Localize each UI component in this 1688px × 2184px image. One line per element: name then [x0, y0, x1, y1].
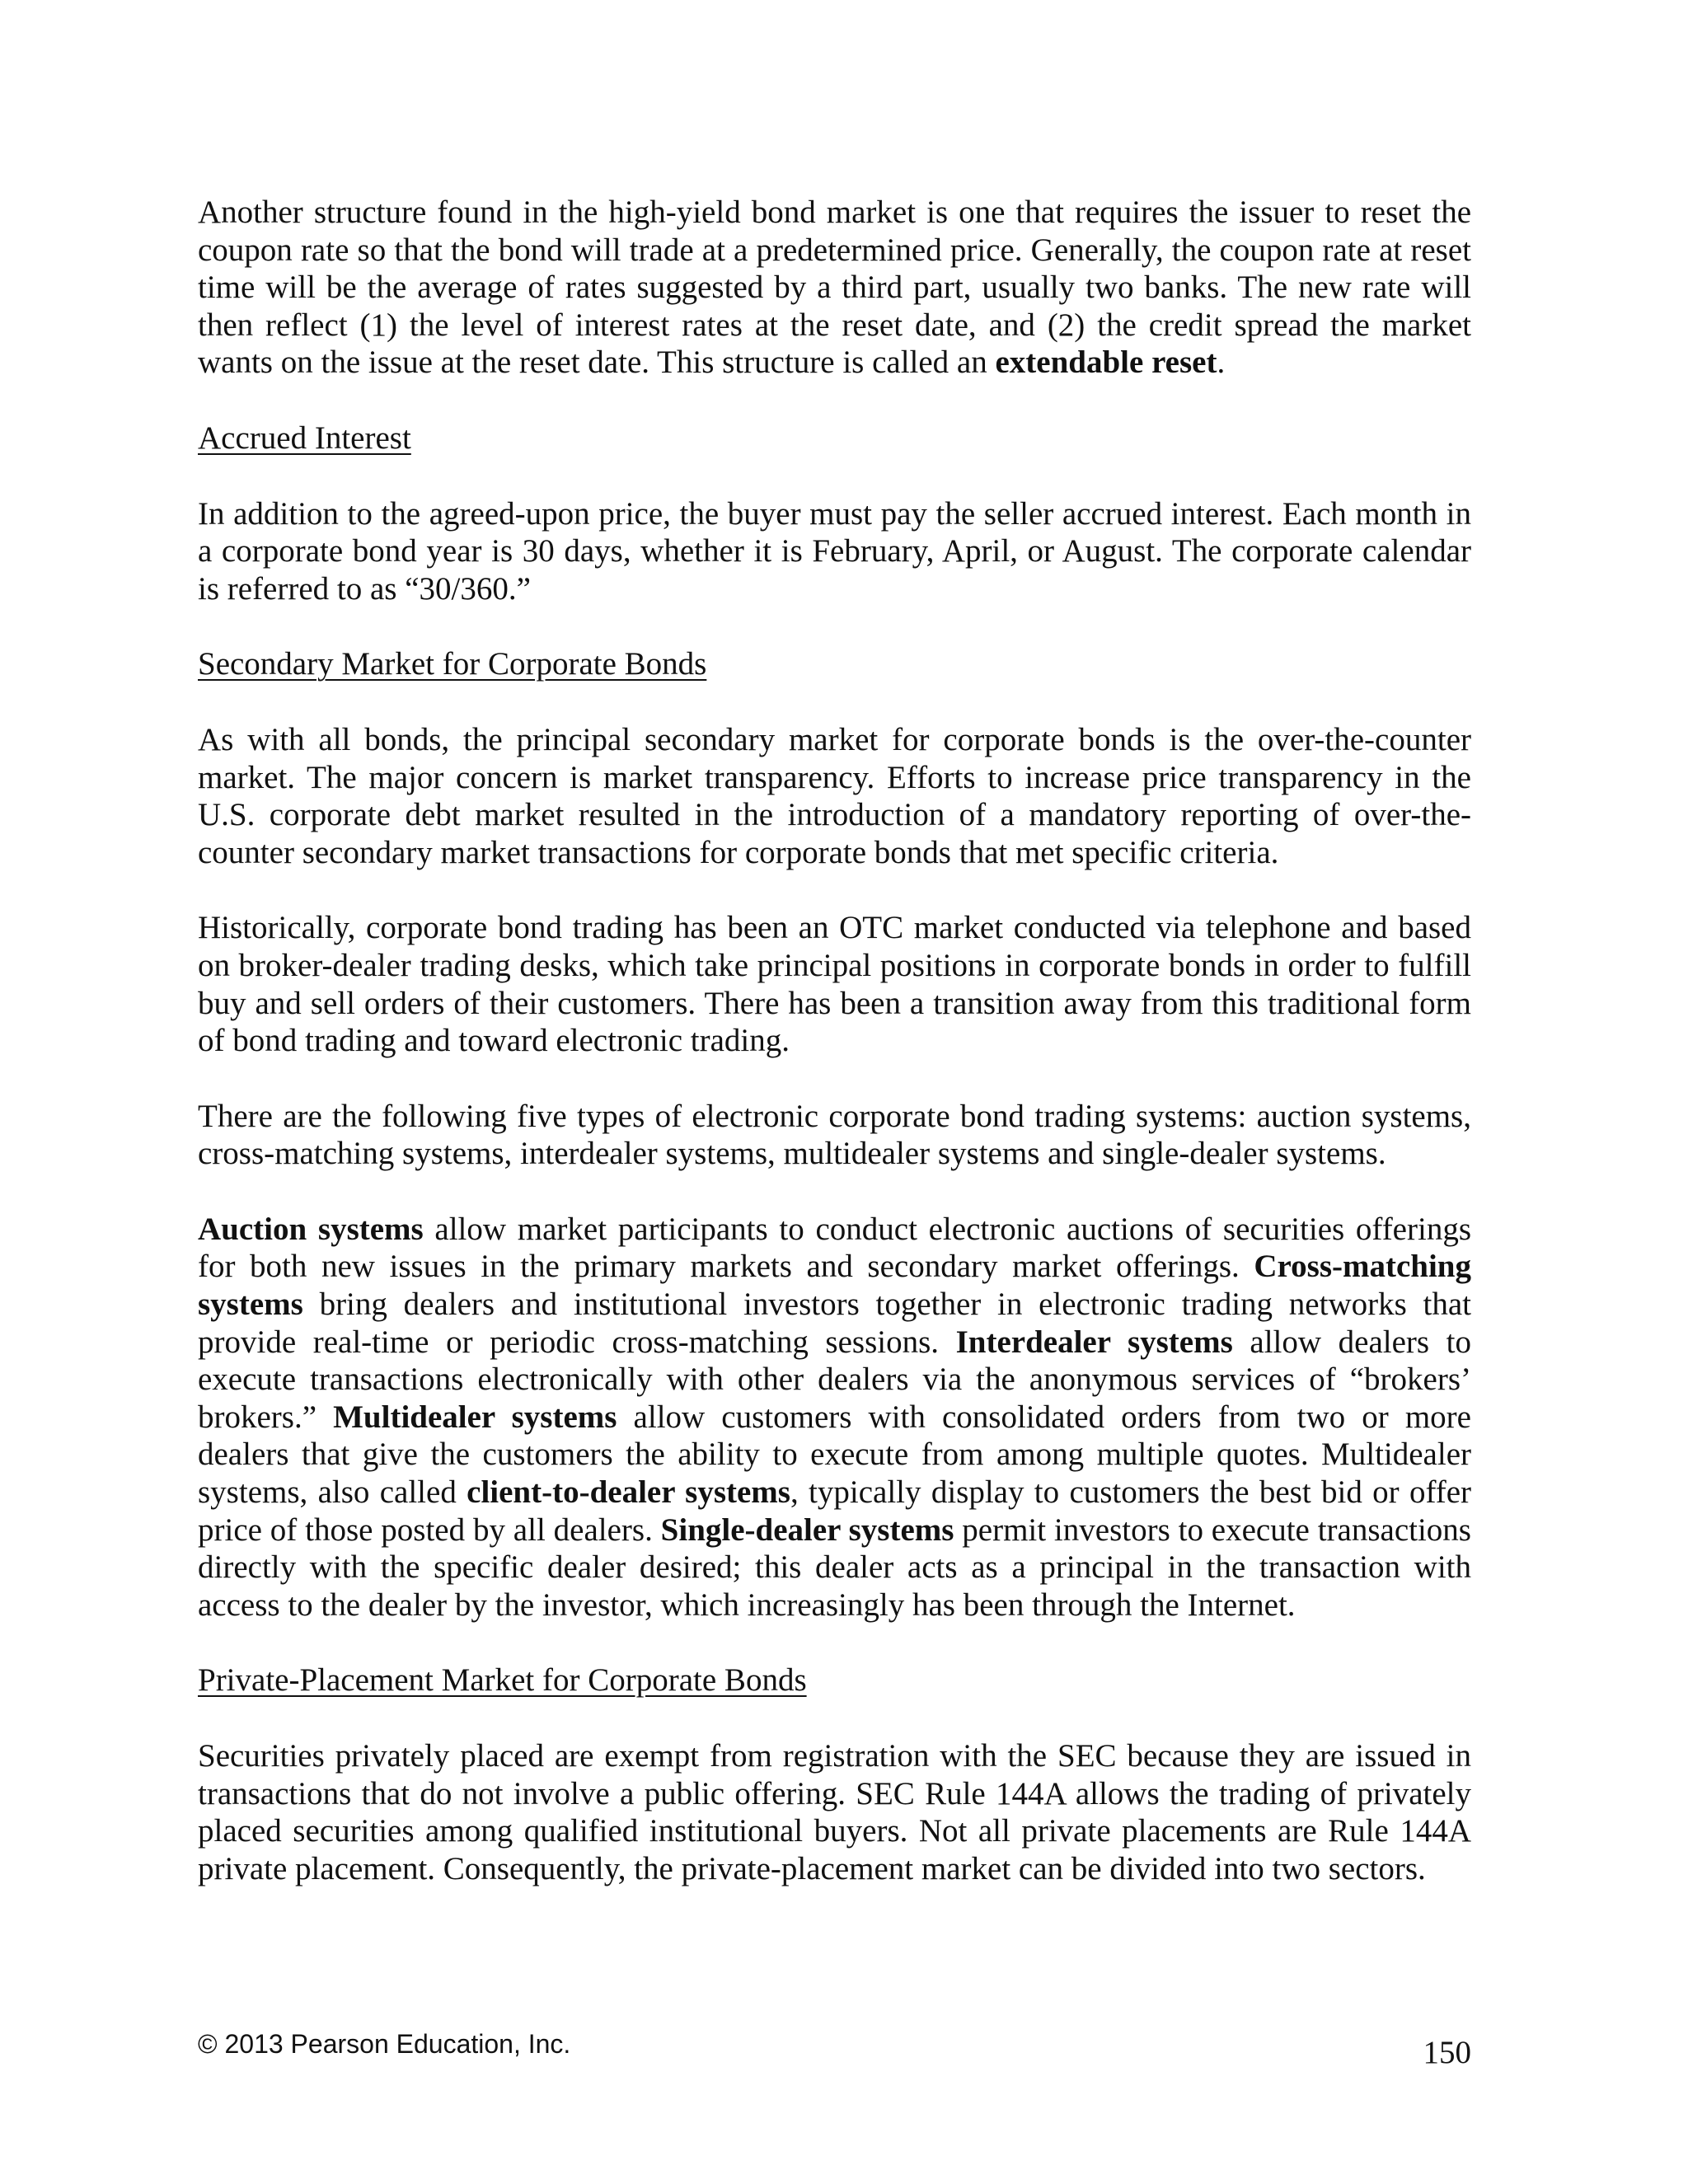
- paragraph-text: permit investors to execute transactions directly with the specific dealer desired; this dealer acts as a principal in the transaction with access to the dealer by the investor, which increasingly has been through the Internet.: [198, 1511, 1471, 1623]
- paragraph-end: .: [1217, 344, 1226, 381]
- heading-secondary-market: Secondary Market for Corporate Bonds: [198, 646, 707, 682]
- paragraph-extendable-reset: [198, 194, 1471, 382]
- paragraph-text: , typically display to customers the best bid or offer price of those posted by all dealers.: [198, 1474, 1472, 1548]
- paragraph-accrued-interest: In addition to the agreed-upon price, the buyer must pay the seller accrued interest. Each month in a corporate bond year is 30 days, whether it is February, April, or August. The corporate calendar is referred to as “30/360.”: [198, 495, 1471, 607]
- page-number: 150: [1423, 2035, 1471, 2070]
- paragraph-trading-systems: There are the following five types of electronic corporate bond trading systems: auction systems, cross-matching systems, interdealer systems, multidealer systems and single-dealer systems.: [198, 1098, 1471, 1172]
- paragraph-text: Another structure found in the high-yield bond market is one that requires the issuer to reset the coupon rate so that the bond will trade at a predetermined price. Generally, the coupon rate at reset time will be the average of rates suggested by a third part, usually two banks. The new rate will then reflect (1) the level of interest rates at the reset date, and (2) the credit spread the market wants on the issue at the reset date. This structure is called an: [198, 194, 1471, 381]
- bold-term: Auction systems: [198, 1211, 424, 1247]
- page-body: [198, 194, 1471, 1887]
- paragraph-text: allow market participants to conduct electronic auctions of securities offerings for both new issues in the primary markets and secondary market offerings.: [198, 1211, 1471, 1285]
- paragraph-private-placement: Securities privately placed are exempt from registration with the SEC because they are issued in transactions that do not involve a public offering. SEC Rule 144A allows the trading of privately placed securities among qualified institutional buyers. Not all private placements are Rule 144A private placement. Consequently, the private-placement market can be divided into two sectors.: [198, 1738, 1471, 1886]
- bold-term: Cross-matching systems: [198, 1249, 1471, 1323]
- heading-accrued-interest: Accrued Interest: [198, 419, 411, 456]
- paragraph-system-types: [198, 1211, 1471, 1624]
- paragraph-text: allow dealers to execute transactions electronically with other dealers via the anonymous services of “brokers’ brokers.”: [198, 1324, 1471, 1435]
- paragraph-text: bring dealers and institutional investors together in electronic trading networks that provide real-time or periodic cross-matching sessions.: [198, 1286, 1471, 1360]
- bold-term: Single-dealer systems: [660, 1511, 954, 1548]
- paragraph-secondary-market: As with all bonds, the principal secondary market for corporate bonds is the over-the-counter market. The major concern is market transparency. Efforts to increase price transparency in the U.S. corporate debt market resulted in the introduction of a mandatory reporting of over-the-counter secondary market transactions for corporate bonds that met specific criteria.: [198, 721, 1471, 870]
- bold-term: Interdealer systems: [955, 1324, 1233, 1360]
- bold-term: client-to-dealer systems: [467, 1474, 790, 1511]
- paragraph-text: allow customers with consolidated orders from two or more dealers that give the customers the ability to execute from among multiple quotes. Multidealer systems, also called: [198, 1399, 1471, 1511]
- heading-private-placement: Private-Placement Market for Corporate Bonds: [198, 1662, 807, 1699]
- bold-term: extendable reset: [995, 344, 1217, 381]
- bold-term: Multidealer systems: [333, 1399, 617, 1435]
- footer-copyright: © 2013 Pearson Education, Inc.: [198, 2029, 571, 2059]
- paragraph-otc-history: Historically, corporate bond trading has been an OTC market conducted via telephone and based on broker-dealer trading desks, which take principal positions in corporate bonds in order to fulfill buy and sell orders of their customers. There has been a transition away from this traditional form of bond trading and toward electronic trading.: [198, 910, 1471, 1059]
